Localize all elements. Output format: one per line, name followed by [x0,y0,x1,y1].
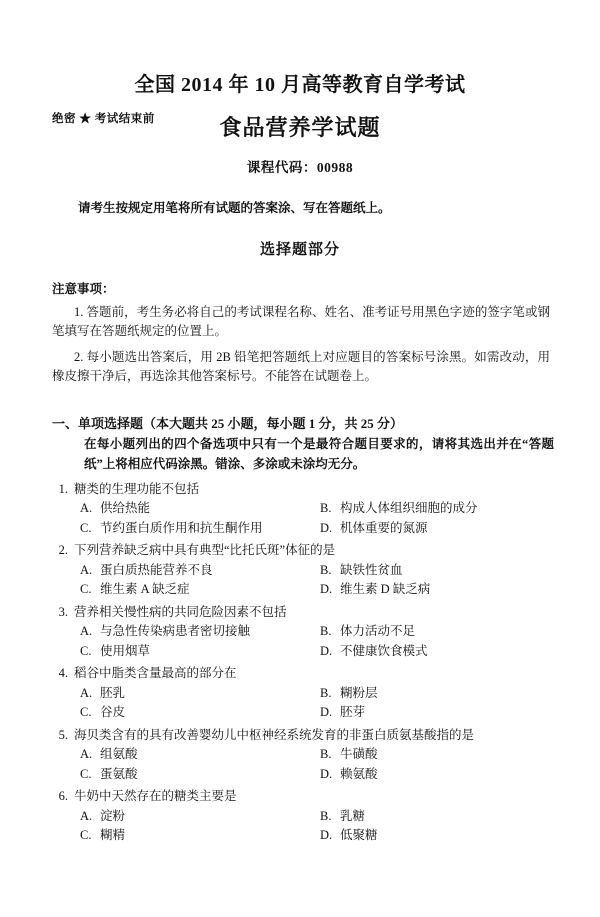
option-d[interactable] [320,703,560,722]
option-a[interactable] [80,561,320,580]
secret-notice: 绝密 ★ 考试结束前 [52,113,155,125]
option-text: 体力活动不足 [340,624,416,639]
option-text: 缺铁性贫血 [340,562,403,577]
option-a[interactable] [80,684,320,703]
option-row [80,580,560,599]
question-text: 牛奶中天然存在的糖类主要是 [74,789,237,803]
question-options [52,561,560,600]
option-label: B. [320,624,332,639]
question-stem [52,541,560,560]
option-label: D. [320,520,333,535]
option-text: 蛋白质热能营养不良 [100,562,213,577]
part-one-description: 在每小题列出的四个备选项中只有一个是最符合题目要求的，请将其选出并在“答题纸”上将相应代码涂黑。错涂、多涂或未涂均无分。 [84,436,554,471]
question-stem [52,603,560,622]
question-number: 5. [58,727,68,742]
option-a[interactable] [80,807,320,826]
option-label: B. [320,747,332,762]
question-number: 2. [58,543,68,557]
question-list [0,480,600,846]
question-options [52,684,560,723]
question-text: 下列营养缺乏病中具有典型“比托氏斑”体征的是 [74,543,336,557]
option-d[interactable] [320,642,560,661]
option-c[interactable] [80,519,320,538]
option-text: 供给热能 [100,501,151,516]
question-item [52,787,560,846]
option-text: 机体重要的氮源 [340,520,428,535]
question-number: 3. [58,604,68,619]
option-row [80,561,560,580]
question-item [52,480,560,539]
option-text: 与急性传染病患者密切接触 [100,624,251,639]
question-stem [52,664,560,683]
question-options [52,499,560,538]
option-label: A. [80,501,93,516]
option-text: 糊精 [100,828,126,843]
question-text: 营养相关慢性病的共同危险因素不包括 [74,604,287,619]
attention-item: 1. 答题前，考生务必将自己的考试课程名称、姓名、准考证号用黑色字迹的签字笔或钢笔填写在答题纸规定的位置上。 [52,305,550,339]
option-b[interactable] [320,499,560,518]
option-text: 构成人体组织细胞的成分 [340,501,478,516]
option-text: 节约蛋白质作用和抗生酮作用 [100,520,263,535]
option-text: 维生素 A 缺乏症 [100,582,190,597]
question-number: 6. [58,789,68,803]
question-text: 稻谷中脂类含量最高的部分在 [74,666,237,680]
option-text: 胚乳 [100,685,126,700]
option-d[interactable] [320,765,560,784]
course-code: 课程代码：00988 [246,160,354,175]
attention-item: 2. 每小题选出答案后，用 2B 铅笔把答题纸上对应题目的答案标号涂黑。如需改动，用橡皮擦干净后，再选涂其他答案标号。不能答在试题卷上。 [52,349,550,384]
option-label: A. [80,624,93,639]
option-label: C. [80,766,92,781]
exam-title: 全国 2014 年 10 月高等教育自学考试 [134,74,466,96]
option-label: B. [320,808,332,823]
option-label: A. [80,685,93,700]
option-d[interactable] [320,826,560,845]
section-title: 选择题部分 [259,242,340,258]
option-text: 淀粉 [100,808,126,823]
option-row [80,745,560,764]
option-b[interactable] [320,684,560,703]
option-label: D. [320,582,333,597]
option-b[interactable] [320,807,560,826]
question-options [52,622,560,661]
option-label: B. [320,501,332,516]
option-d[interactable] [320,519,560,538]
option-b[interactable] [320,561,560,580]
question-options [52,807,560,846]
option-d[interactable] [320,580,560,599]
question-number: 4. [58,666,68,680]
option-a[interactable] [80,745,320,764]
question-text: 海贝类含有的具有改善婴幼儿中枢神经系统发育的非蛋白质氨基酸指的是 [74,727,475,742]
option-row [80,519,560,538]
option-c[interactable] [80,703,320,722]
question-text: 糖类的生理功能不包括 [74,481,200,496]
option-text: 胚芽 [340,705,366,720]
option-a[interactable] [80,622,320,641]
option-row [80,684,560,703]
option-text: 组氨酸 [100,747,138,762]
question-item [52,541,560,600]
option-b[interactable] [320,622,560,641]
question-item [52,726,560,785]
option-label: A. [80,562,93,577]
option-label: B. [320,685,332,700]
option-b[interactable] [320,745,560,764]
option-text: 赖氨酸 [340,766,378,781]
option-row [80,499,560,518]
option-row [80,703,560,722]
question-stem [52,787,560,806]
question-options [52,745,560,784]
part-one-heading: 一、单项选择题（本大题共 25 小题，每小题 1 分，共 25 分） [52,415,404,431]
option-label: C. [80,520,92,535]
attention-heading: 注意事项： [52,282,115,296]
exam-paper-page [0,68,600,917]
option-text: 维生素 D 缺乏病 [340,582,431,597]
option-text: 使用烟草 [100,643,151,658]
option-label: D. [320,766,333,781]
option-label: D. [320,705,333,720]
option-text: 乳糖 [340,808,366,823]
pen-notice: 请考生按规定用笔将所有试题的答案涂、写在答题纸上。 [78,201,391,215]
option-text: 糊粉层 [340,685,378,700]
option-label: A. [80,747,93,762]
option-label: B. [320,562,332,577]
option-c[interactable] [80,580,320,599]
option-label: C. [80,705,92,720]
option-text: 低聚糖 [340,828,378,843]
option-text: 牛磺酸 [340,747,378,762]
question-number: 1. [58,481,68,496]
option-c[interactable] [80,765,320,784]
option-text: 不健康饮食模式 [340,643,428,658]
option-c[interactable] [80,642,320,661]
option-label: D. [320,643,333,658]
option-row [80,642,560,661]
option-text: 蛋氨酸 [100,766,138,781]
option-row [80,765,560,784]
option-label: C. [80,828,92,843]
question-stem [52,480,560,499]
option-row [80,807,560,826]
option-row [80,826,560,845]
question-item [52,664,560,723]
option-c[interactable] [80,826,320,845]
option-text: 谷皮 [100,705,126,720]
option-row [80,622,560,641]
question-item [52,603,560,662]
paper-title: 食品营养学试题 [219,115,381,140]
option-label: C. [80,643,92,658]
option-a[interactable] [80,499,320,518]
option-label: C. [80,582,92,597]
option-label: A. [80,808,93,823]
option-label: D. [320,828,333,843]
question-stem [52,726,560,745]
